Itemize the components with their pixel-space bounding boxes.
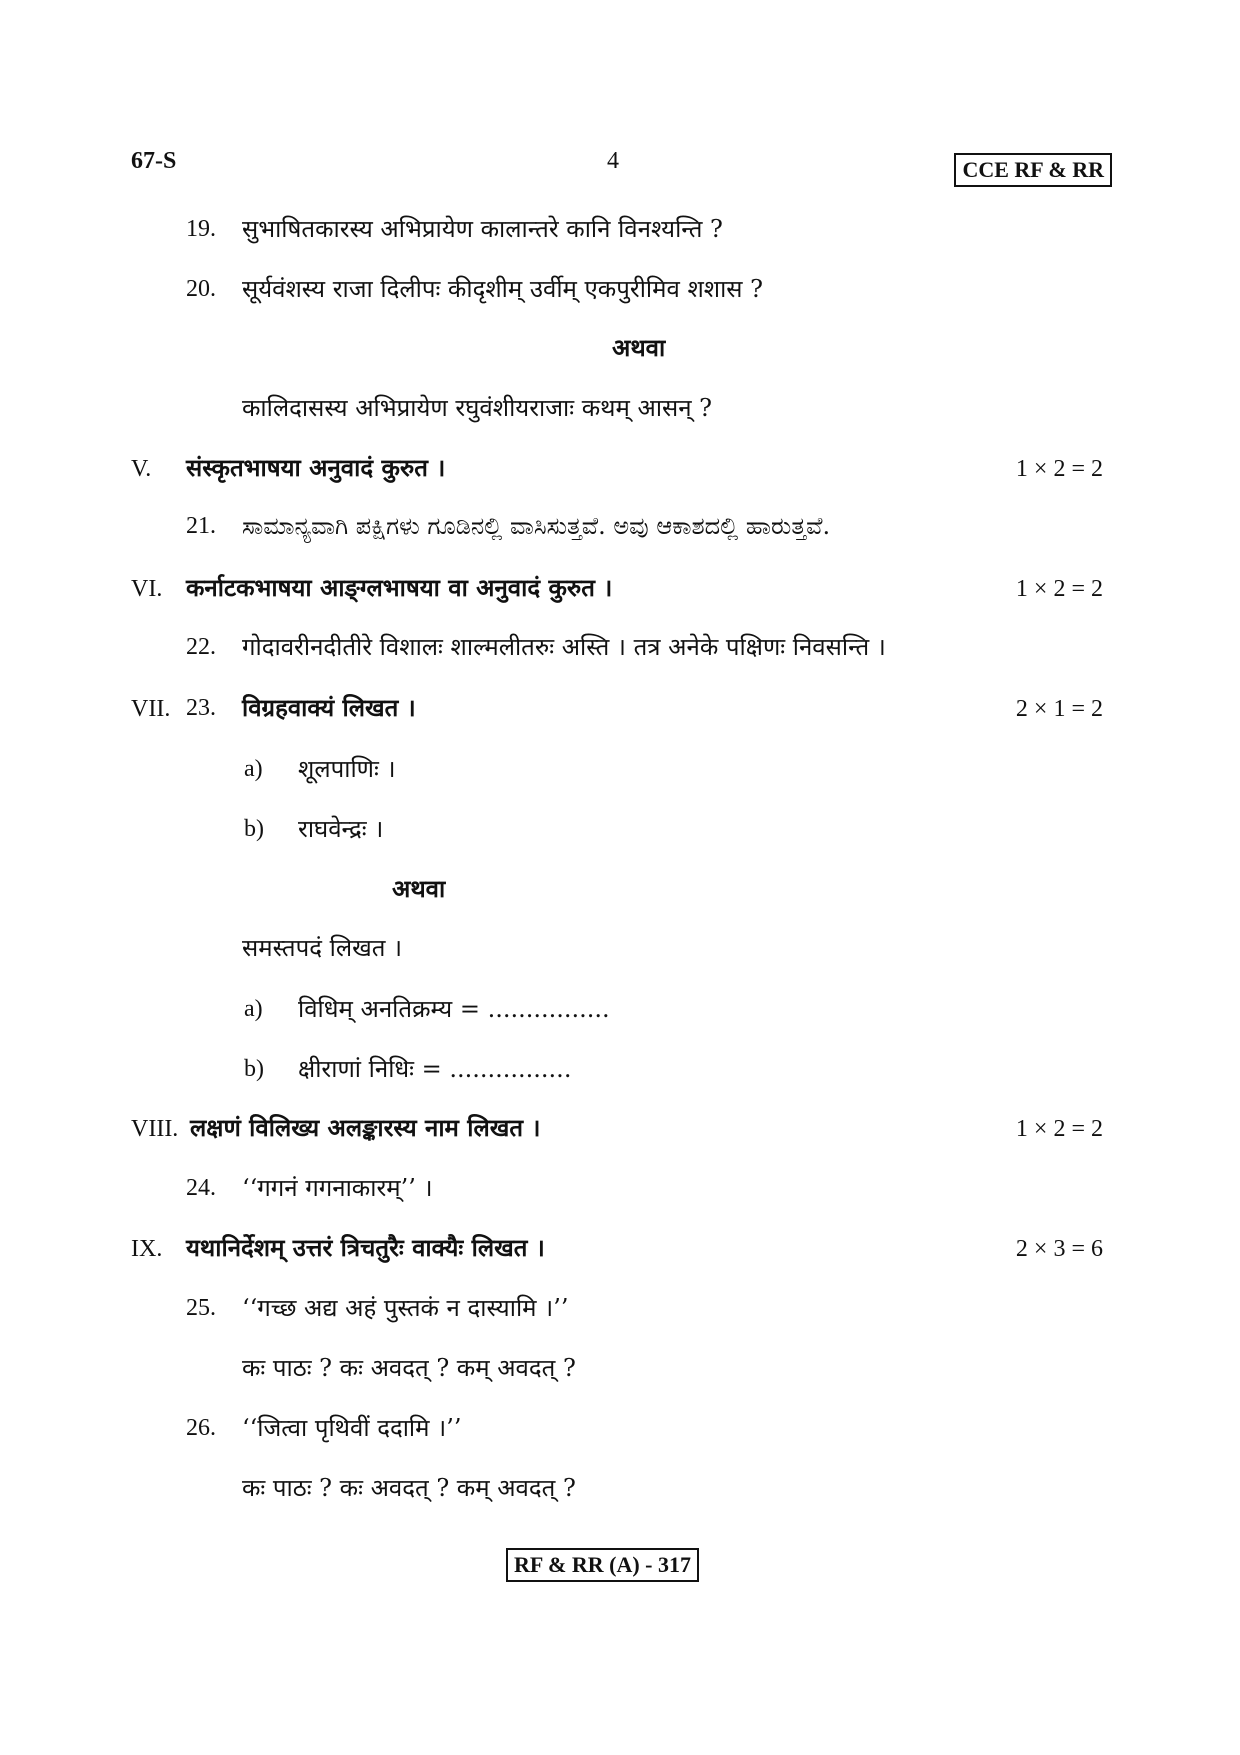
question-text: सूर्यवंशस्य राजा दिलीपः कीदृशीम् उर्वीम् एकपुरीमिव शशास ?	[242, 275, 764, 303]
footer-code-box: RF & RR (A) - 317	[506, 1548, 699, 1582]
option-label: a)	[244, 996, 263, 1022]
option-text: क्षीराणां निधिः = ................	[298, 1055, 572, 1083]
section-title: यथानिर्देशम् उत्तरं त्रिचतुरैः वाक्यैः लिखत ।	[186, 1233, 545, 1262]
section-number: VI.	[131, 576, 163, 602]
question-number: 26.	[186, 1415, 216, 1441]
question-number: 22.	[186, 634, 216, 660]
question-text: सुभाषितकारस्य अभिप्रायेण कालान्तरे कानि विनश्यन्ति ?	[242, 215, 723, 243]
section-number: VIII.	[131, 1116, 179, 1142]
section-marks: 1 × 2 = 2	[1015, 1116, 1103, 1142]
question-number: 21.	[186, 513, 216, 539]
option-label: a)	[244, 756, 263, 782]
question-number: 23.	[186, 695, 216, 721]
page-number: 4	[607, 148, 619, 174]
question-subtext: कः पाठः ? कः अवदत् ? कम् अवदत् ?	[242, 1474, 576, 1502]
question-text: गोदावरीनदीतीरे विशालः शाल्मलीतरुः अस्ति । तत्र अनेके पक्षिणः निवसन्ति ।	[242, 633, 886, 661]
section-marks: 2 × 3 = 6	[1015, 1236, 1103, 1262]
section-title: संस्कृतभाषया अनुवादं कुरुत ।	[186, 453, 446, 482]
section-number: IX.	[131, 1236, 163, 1262]
question-number: 20.	[186, 276, 216, 302]
question-text: समस्तपदं लिखत ।	[242, 934, 403, 962]
section-marks: 1 × 2 = 2	[1015, 456, 1103, 482]
section-title: कर्नाटकभाषया आङ्ग्लभाषया वा अनुवादं कुरुत ।	[186, 573, 613, 602]
question-text: कालिदासस्य अभिप्रायेण रघुवंशीयराजाः कथम् आसन् ?	[242, 394, 713, 422]
question-text: ಸಾಮಾನ್ಯವಾಗಿ ಪಕ್ಷಿಗಳು ಗೂಡಿನಲ್ಲಿ ವಾಸಿಸುತ್ತವೆ. ಅವು ಆಕಾಶದಲ್ಲಿ ಹಾರುತ್ತವೆ.	[242, 512, 831, 540]
section-title: लक्षणं विलिख्य अलङ्कारस्य नाम लिखत ।	[190, 1113, 541, 1142]
section-marks: 2 × 1 = 2	[1015, 696, 1103, 722]
paper-code: 67-S	[131, 148, 177, 174]
section-number: VII.	[131, 696, 171, 722]
question-number: 19.	[186, 216, 216, 242]
question-text: ‘‘गगनं गगनाकारम्’’ ।	[242, 1174, 433, 1202]
option-text: राघवेन्द्रः ।	[298, 815, 384, 843]
option-label: b)	[244, 816, 264, 842]
section-title: विग्रहवाक्यं लिखत ।	[242, 693, 416, 722]
or-divider: अथवा	[612, 333, 666, 362]
question-number: 25.	[186, 1295, 216, 1321]
question-subtext: कः पाठः ? कः अवदत् ? कम् अवदत् ?	[242, 1354, 576, 1382]
question-text: ‘‘जित्वा पृथिवीं ददामि ।’’	[242, 1414, 462, 1442]
or-divider: अथवा	[392, 874, 446, 903]
option-label: b)	[244, 1056, 264, 1082]
section-marks: 1 × 2 = 2	[1015, 576, 1103, 602]
option-text: शूलपाणिः ।	[298, 755, 396, 783]
section-number: V.	[131, 456, 152, 482]
exam-series-box: CCE RF & RR	[954, 153, 1112, 187]
question-text: ‘‘गच्छ अद्य अहं पुस्तकं न दास्यामि ।’’	[242, 1294, 569, 1322]
option-text: विधिम् अनतिक्रम्य = ................	[298, 995, 610, 1023]
question-number: 24.	[186, 1175, 216, 1201]
